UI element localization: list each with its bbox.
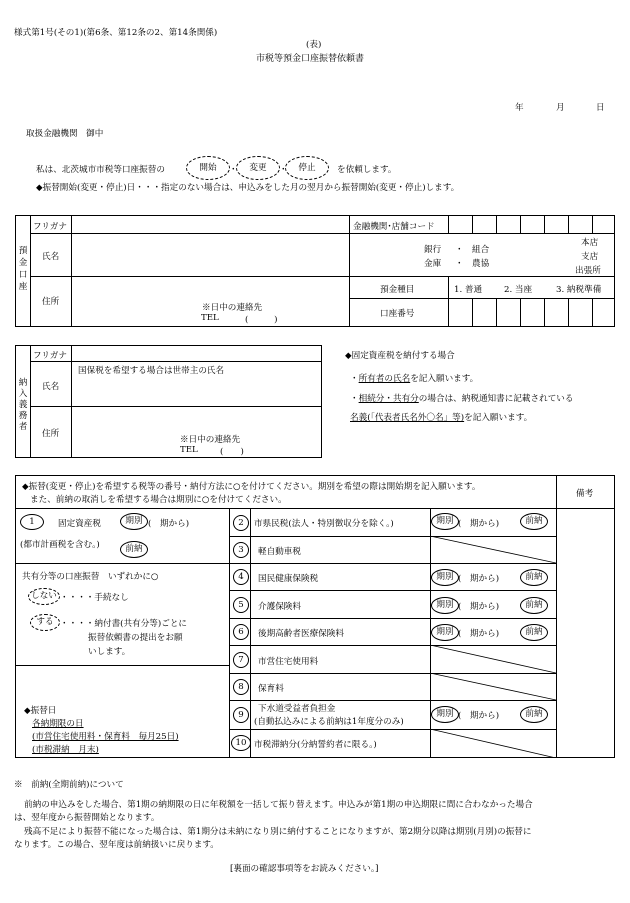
bank-type-union[interactable]: 組合 xyxy=(472,245,490,255)
date-day: 日 xyxy=(596,103,605,113)
item-2-prepay-option[interactable] xyxy=(520,513,548,530)
fixed-asset-line-3 xyxy=(350,411,532,423)
item-7-name: 市営住宅使用料 xyxy=(258,657,319,667)
item-9-name: 下水道受益者負担金 xyxy=(258,704,336,714)
deposit-type-label: 預金種目 xyxy=(380,285,415,295)
request-dot-2: ・ xyxy=(279,165,288,175)
fixed-asset-line-2 xyxy=(350,392,573,404)
strike-row-7 xyxy=(430,645,556,673)
fixed-asset-line-2-post: の場合は、納税通知書に記載されている xyxy=(418,394,574,404)
item-7-number[interactable] xyxy=(233,652,249,668)
shared-opt-yes-label: する xyxy=(36,617,54,627)
item-4-period-option[interactable] xyxy=(431,569,459,586)
branch-branch[interactable]: 支店 xyxy=(581,252,599,262)
item-9-period-option[interactable] xyxy=(431,706,459,723)
account-number-label: 口座番号 xyxy=(380,309,415,319)
payer-furigana-label: フリガナ xyxy=(33,351,67,361)
prepay-p2a: 残高不足により振替不能になった場合は、第1期分は未納になり別に納付することになりますが、第2期分以降は期別(月別)の振替に xyxy=(24,827,532,837)
shared-opt-no-label: しない xyxy=(31,591,57,601)
request-suffix: を依頼します。 xyxy=(337,165,397,175)
request-prefix: 私は、北茨城市市税等口座振替の xyxy=(36,165,165,175)
item-6-number-label: 6 xyxy=(238,627,244,637)
branch-office[interactable]: 出張所 xyxy=(575,266,601,276)
item-9-prepay-label: 前納 xyxy=(525,709,543,719)
item-3-number[interactable] xyxy=(233,542,249,558)
bank-type-agri[interactable]: 農協 xyxy=(472,259,490,269)
item-9-period-from[interactable]: ( 期から) xyxy=(458,711,500,721)
item-1-number[interactable] xyxy=(20,514,44,530)
account-daytime-contact: ※日中の連絡先 xyxy=(202,303,263,313)
item-5-number-label: 5 xyxy=(238,600,244,610)
item-6-period-from[interactable]: ( 期から) xyxy=(458,629,500,639)
transfer-day-line-2: (市営住宅使用料・保育料 毎月25日) xyxy=(32,732,179,742)
item-1-period-from[interactable]: ( 期から) xyxy=(148,519,190,529)
payer-tel-label: TEL xyxy=(180,445,198,455)
item-7-number-label: 7 xyxy=(238,655,244,665)
shared-opt-yes-line3: いします。 xyxy=(88,647,131,657)
account-furigana-label: フリガナ xyxy=(33,222,67,232)
item-9-prepay-option[interactable] xyxy=(520,706,548,723)
fixed-asset-heading: ◆固定資産税を納付する場合 xyxy=(345,351,455,361)
item-2-period-option[interactable] xyxy=(431,513,459,530)
item-10-number[interactable] xyxy=(231,735,251,751)
item-2-prepay-label: 前納 xyxy=(525,516,543,526)
bank-code-label: 金融機関･店舗コード xyxy=(353,222,435,232)
bank-type-dot-1: ・ xyxy=(455,245,464,255)
item-8-name: 保育料 xyxy=(258,684,284,694)
strike-row-10 xyxy=(430,729,556,758)
stop-label: 停止 xyxy=(298,163,316,173)
item-10-name: 市税滞納分(分納誓約者に限る。) xyxy=(254,740,377,750)
remarks-header: 備考 xyxy=(576,489,594,499)
item-6-period-label: 期別 xyxy=(436,627,454,637)
branch-head[interactable]: 本店 xyxy=(581,238,599,248)
item-2-period-label: 期別 xyxy=(436,516,454,526)
account-tel-field[interactable]: ( ) xyxy=(245,315,278,325)
item-6-prepay-label: 前納 xyxy=(525,627,543,637)
form-number: 様式第1号(その1)(第6条、第12条の2、第14条関係) xyxy=(14,28,218,38)
item-1-period-label: 期別 xyxy=(125,516,143,526)
item-4-number[interactable] xyxy=(233,569,249,585)
item-9-number-label: 9 xyxy=(238,710,244,720)
item-5-number[interactable] xyxy=(233,597,249,613)
fixed-asset-line-2-pre: ・ xyxy=(350,394,359,404)
payer-address-label: 住所 xyxy=(42,429,60,439)
item-5-period-label: 期別 xyxy=(436,600,454,610)
item-1-prepay-option[interactable] xyxy=(120,541,148,558)
item-4-period-label: 期別 xyxy=(436,572,454,582)
transfer-day-line-1: 各納期限の日 xyxy=(32,719,84,729)
shared-opt-yes-text: ・・・・納付書(共有分等)ごとに xyxy=(60,619,188,629)
item-4-number-label: 4 xyxy=(238,572,244,582)
payer-name-note: 国保税を希望する場合は世帯主の氏名 xyxy=(78,366,225,376)
account-name-field[interactable] xyxy=(72,234,348,275)
item-1-prepay-label: 前納 xyxy=(125,544,143,554)
item-2-number-label: 2 xyxy=(238,518,244,528)
item-10-number-label: 10 xyxy=(235,738,247,748)
deposit-type-2[interactable]: 2. 当座 xyxy=(504,285,533,295)
payer-address-field[interactable] xyxy=(72,407,321,429)
item-2-number[interactable] xyxy=(233,515,249,531)
item-1-number-label: 1 xyxy=(29,517,35,527)
item-5-period-from[interactable]: ( 期から) xyxy=(458,602,500,612)
fixed-asset-line-1-pre: ・ xyxy=(350,374,359,384)
start-label: 開始 xyxy=(199,163,217,173)
payer-tel-field[interactable]: ( ) xyxy=(220,447,244,457)
payer-daytime-contact: ※日中の連絡先 xyxy=(180,435,241,445)
prepay-p1a: 前納の申込みをした場合、第1期の納期限の日に年税額を一括して振り替えます。申込みが第1期の申込期限に間に合わなかった場合 xyxy=(24,800,533,810)
shared-title: 共有分等の口座振替 いずれかに○ xyxy=(22,572,159,582)
item-1-sub: (都市計画税を含む。) xyxy=(20,540,100,550)
strike-row-3 xyxy=(430,536,556,564)
tax-instruction-1: ◆振替(変更・停止)を希望する税等の番号・納付方法に○を付けてください。期別を希望の際は開始期を記入願います。 xyxy=(22,482,481,492)
transfer-day-heading: ◆振替日 xyxy=(24,706,57,716)
payer-name-label: 氏名 xyxy=(42,382,60,392)
item-2-name: 市県民税(法人・特別徴収分を除く。) xyxy=(254,519,394,529)
change-label: 変更 xyxy=(249,163,267,173)
item-1-period-option[interactable] xyxy=(120,513,148,530)
request-note: ◆振替開始(変更・停止)日・・・指定のない場合は、申込みをした月の翌月から振替開始(変更・停止)します。 xyxy=(36,183,460,193)
fixed-asset-inheritance: 相続分・共有分 xyxy=(358,394,419,404)
deposit-type-1[interactable]: 1. 普通 xyxy=(454,285,483,295)
account-address-label: 住所 xyxy=(42,297,60,307)
prepay-p2b: なります。この場合、翌年度は前納扱いに戻ります。 xyxy=(14,840,219,850)
prepay-p1b: は、翌年度から振替開始となります。 xyxy=(14,813,160,823)
item-9-sub: (自動払込みによる前納は1年度分のみ) xyxy=(254,717,404,727)
date-year: 年 xyxy=(515,103,524,113)
item-2-period-from[interactable]: ( 期から) xyxy=(458,519,500,529)
date-month: 月 xyxy=(556,103,565,113)
deposit-type-3[interactable]: 3. 納税準備 xyxy=(556,285,602,295)
bank-type-dot-2: ・ xyxy=(455,259,464,269)
account-furigana-field[interactable] xyxy=(72,216,348,233)
page-title: 市税等預金口座振替依頼書 xyxy=(256,54,365,64)
strike-row-8 xyxy=(430,673,556,701)
account-side-label: 預金口座 xyxy=(18,246,28,292)
item-6-period-option[interactable] xyxy=(431,624,459,641)
account-name-label: 氏名 xyxy=(42,252,60,262)
shared-opt-no-text: ・・・・手続なし xyxy=(60,593,129,603)
item-8-number-label: 8 xyxy=(238,682,244,692)
recipient: 取扱金融機関 御中 xyxy=(26,129,104,139)
payer-name-field[interactable] xyxy=(72,376,321,405)
transfer-day-line-3: (市税滞納 月末) xyxy=(32,745,99,755)
item-3-name: 軽自動車税 xyxy=(258,547,301,557)
change-option[interactable] xyxy=(236,156,280,180)
prepay-heading: ※ 前納(全期前納)について xyxy=(14,780,124,790)
item-4-period-from[interactable]: ( 期から) xyxy=(458,574,500,584)
item-1-name: 固定資産税 xyxy=(58,519,101,529)
shared-opt-no[interactable] xyxy=(28,588,60,605)
item-4-prepay-option[interactable] xyxy=(520,569,548,586)
bank-type-bank[interactable]: 銀行 xyxy=(424,245,442,255)
item-4-name: 国民健康保険税 xyxy=(258,574,319,584)
account-address-field[interactable] xyxy=(72,277,348,297)
bank-type-treasury[interactable]: 金庫 xyxy=(424,259,442,269)
item-9-number[interactable] xyxy=(233,707,249,723)
fixed-asset-line-3-post: を記入願います。 xyxy=(464,413,533,423)
shared-opt-yes-line2: 振替依頼書の提出をお願 xyxy=(88,633,183,643)
item-5-prepay-option[interactable] xyxy=(520,597,548,614)
item-5-prepay-label: 前納 xyxy=(525,600,543,610)
item-5-name: 介護保険料 xyxy=(258,602,301,612)
fixed-asset-nominee: 名義(「代表者氏名外〇名」等) xyxy=(350,413,465,423)
item-8-number[interactable] xyxy=(233,679,249,695)
fixed-asset-owner-name: 所有者の氏名 xyxy=(358,374,411,384)
footer-note: [裏面の確認事項等をお読みください。] xyxy=(230,864,379,874)
payer-furigana-field[interactable] xyxy=(72,346,321,361)
payer-side-label: 納入義務者 xyxy=(18,378,28,432)
front-mark: (表) xyxy=(306,40,322,50)
stop-option[interactable] xyxy=(285,156,329,180)
account-tel-label: TEL xyxy=(201,313,219,323)
item-6-prepay-option[interactable] xyxy=(520,624,548,641)
fixed-asset-line-1-post: を記入願います。 xyxy=(410,374,479,384)
item-9-period-label: 期別 xyxy=(436,709,454,719)
item-6-number[interactable] xyxy=(233,624,249,640)
tax-instruction-2: また、前納の取消しを希望する場合は期別に○を付けてください。 xyxy=(30,495,287,505)
item-5-period-option[interactable] xyxy=(431,597,459,614)
item-3-number-label: 3 xyxy=(238,545,244,555)
item-4-prepay-label: 前納 xyxy=(525,572,543,582)
shared-opt-yes[interactable] xyxy=(30,614,60,631)
item-6-name: 後期高齢者医療保険料 xyxy=(258,629,344,639)
start-option[interactable] xyxy=(186,156,230,180)
fixed-asset-line-1 xyxy=(350,372,478,384)
request-dot-1: ・ xyxy=(229,165,238,175)
